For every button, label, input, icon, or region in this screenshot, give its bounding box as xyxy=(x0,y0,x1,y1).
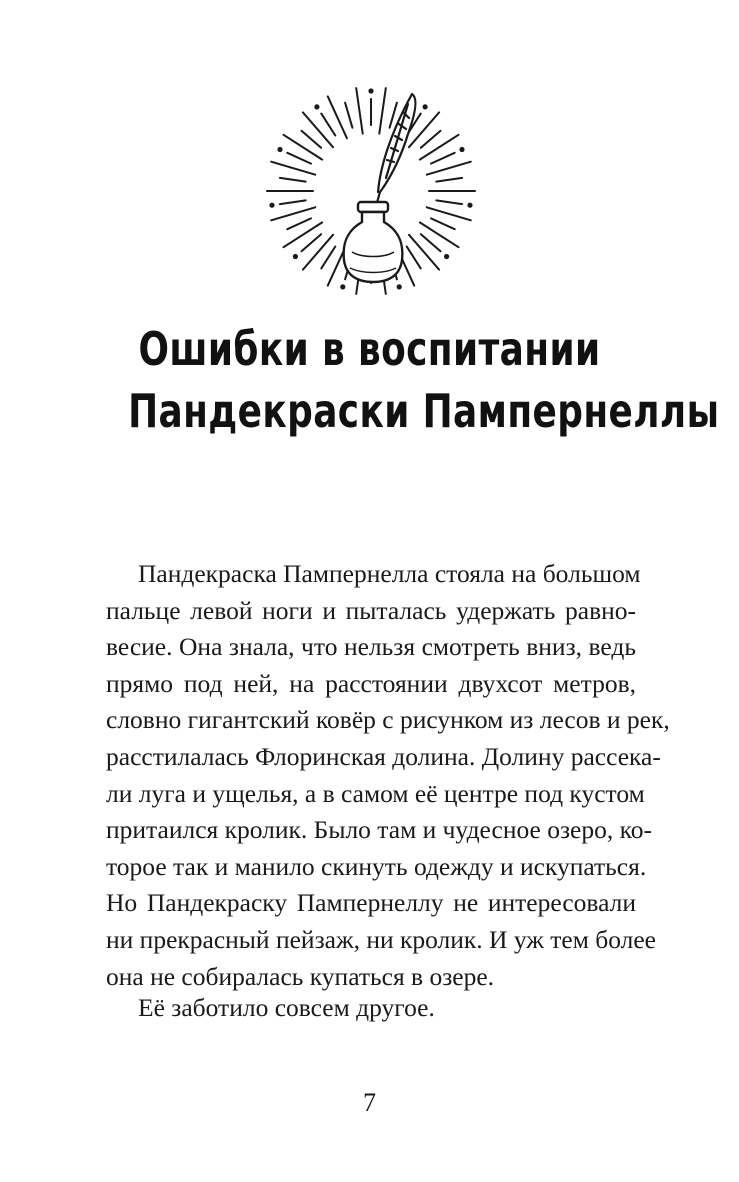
emblem-ray xyxy=(271,207,315,220)
text-line: Её заботило совсем другое. xyxy=(138,993,435,1022)
emblem-ray xyxy=(287,218,311,229)
emblem-dot xyxy=(278,148,281,151)
emblem-ray xyxy=(420,222,459,247)
emblem-ray xyxy=(345,103,352,128)
text-line: она не собиралась купаться в озере. xyxy=(106,961,495,991)
paragraph-1 xyxy=(106,556,670,995)
emblem-ray xyxy=(302,234,322,251)
emblem-dot xyxy=(398,285,401,288)
text-line: ни прекрасный пейзаж, ни кролик. И уж тем более xyxy=(106,924,656,954)
text-line: торое так и манило скинуть одежду и искупаться. xyxy=(106,851,647,881)
text-line: Пандекраска Пампернелла стояла на большом xyxy=(138,559,641,588)
text-line: прямо под ней, на расстоянии двухсот метров, xyxy=(106,668,636,698)
text-line: словно гигантский ковёр с рисунком из лесов и рек, xyxy=(106,705,670,735)
emblem-ray xyxy=(271,162,315,175)
emblem-ray xyxy=(427,162,471,175)
inkwell-with-quill-icon xyxy=(262,82,480,300)
emblem-ray xyxy=(407,247,421,269)
emblem-ray xyxy=(390,103,397,128)
emblem-dot xyxy=(294,255,297,258)
emblem-dot xyxy=(445,255,448,258)
chapter-title-line-2: Пандекраски Пампернеллы xyxy=(128,384,720,438)
emblem-ray xyxy=(321,247,335,269)
emblem-dot xyxy=(270,204,273,207)
page-number: 7 xyxy=(363,1088,376,1117)
emblem-ray xyxy=(421,131,441,148)
emblem-ray xyxy=(420,135,459,160)
emblem-ray xyxy=(303,112,333,147)
paragraph-2 xyxy=(106,990,636,1027)
emblem-dot xyxy=(369,89,372,92)
emblem-ray xyxy=(431,218,455,229)
emblem-ray xyxy=(356,88,363,134)
text-line: Но Пандекраску Пампернеллу не интересовали xyxy=(106,888,636,918)
emblem-dot xyxy=(460,148,463,151)
text-line: весие. Она знала, что нельзя смотреть вниз, ведь xyxy=(106,632,636,662)
text-line: ли луга и ущелья, а в самом её центре под кустом xyxy=(106,778,645,808)
emblem-dot xyxy=(315,105,318,108)
emblem-dot xyxy=(341,285,344,288)
text-line: пальце левой ноги и пыталась удержать равно- xyxy=(106,595,636,625)
emblem-ray xyxy=(284,135,323,160)
emblem-ray xyxy=(379,88,386,134)
emblem-ray xyxy=(431,153,455,164)
emblem-ray xyxy=(328,96,347,138)
emblem-ray xyxy=(427,207,471,220)
emblem-ray xyxy=(284,222,323,247)
emblem-ray xyxy=(436,200,462,204)
text-line: расстилалась Флоринская долина. Долину рассека- xyxy=(106,741,661,771)
chapter-title-line-1: Ошибки в воспитании xyxy=(138,322,601,376)
emblem-ray xyxy=(436,178,462,182)
emblem-ray xyxy=(421,234,441,251)
emblem-ray xyxy=(280,200,306,204)
text-line: притаился кролик. Было там и чудесное озеро, ко- xyxy=(106,815,652,845)
emblem-dot xyxy=(468,204,471,207)
emblem-ray xyxy=(287,153,311,164)
chapter-title xyxy=(128,318,720,442)
emblem-ray xyxy=(409,235,439,270)
emblem-ray xyxy=(321,114,335,136)
emblem-ray xyxy=(280,178,306,182)
emblem-ray xyxy=(302,131,322,148)
emblem-dot xyxy=(424,105,427,108)
emblem-ray xyxy=(303,235,333,270)
